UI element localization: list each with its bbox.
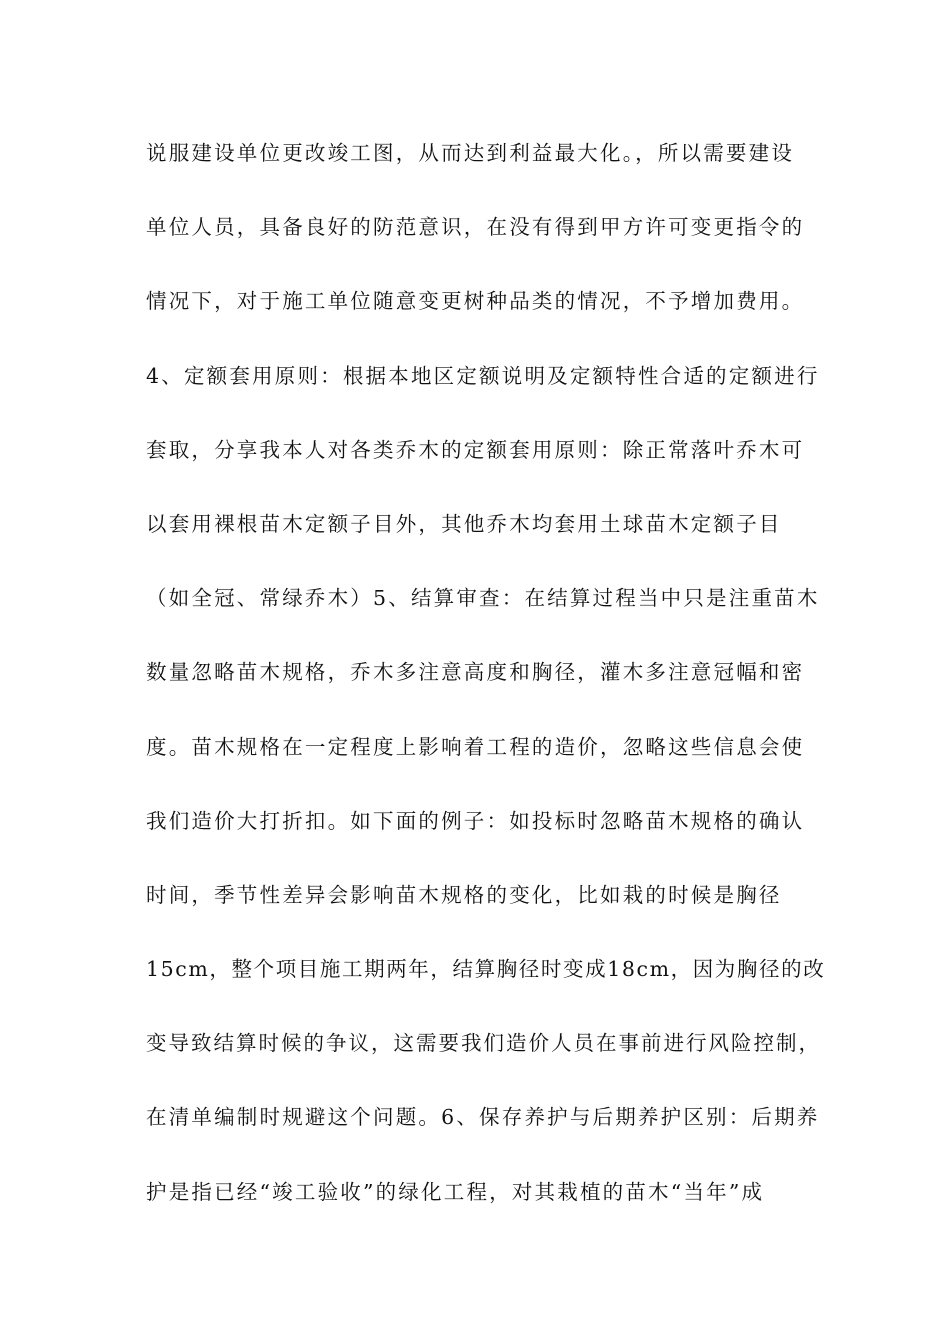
text-line: 单位人员，具备良好的防范意识，在没有得到甲方许可变更指令的: [146, 215, 805, 240]
body-text: [146, 133, 826, 1246]
text-line: 4、定额套用原则：根据本地区定额说明及定额特性合适的定额进行: [146, 363, 820, 388]
text-line: 度。苗木规格在一定程度上影响着工程的造价，忽略这些信息会使: [146, 734, 805, 759]
text-line: 数量忽略苗木规格，乔木多注意高度和胸径，灌木多注意冠幅和密: [146, 660, 805, 685]
text-line: 我们造价大打折扣。如下面的例子：如投标时忽略苗木规格的确认: [146, 808, 805, 833]
text-line: 变导致结算时候的争议，这需要我们造价人员在事前进行风险控制，: [146, 1031, 821, 1056]
text-line: 情况下，对于施工单位随意变更树种品类的情况，不予增加费用。: [146, 289, 805, 314]
text-line: 以套用裸根苗木定额子目外，其他乔木均套用土球苗木定额子目: [146, 511, 782, 536]
text-line: 时间，季节性差异会影响苗木规格的变化，比如栽的时候是胸径: [146, 882, 782, 907]
text-line: 说服建设单位更改竣工图，从而达到利益最大化。，所以需要建设: [146, 141, 795, 165]
text-line: 护是指已经“竣工验收”的绿化工程，对其栽植的苗木“当年”成: [146, 1179, 765, 1204]
text-line: 在清单编制时规避这个问题。6、保存养护与后期养护区别：后期养: [146, 1105, 820, 1130]
text-line: 15cm，整个项目施工期两年，结算胸径时变成18cm，因为胸径的改: [146, 957, 826, 982]
text-line: 套取，分享我本人对各类乔木的定额套用原则：除正常落叶乔木可: [146, 437, 805, 462]
text-line: （如全冠、常绿乔木）5、结算审查：在结算过程当中只是注重苗木: [146, 586, 820, 611]
